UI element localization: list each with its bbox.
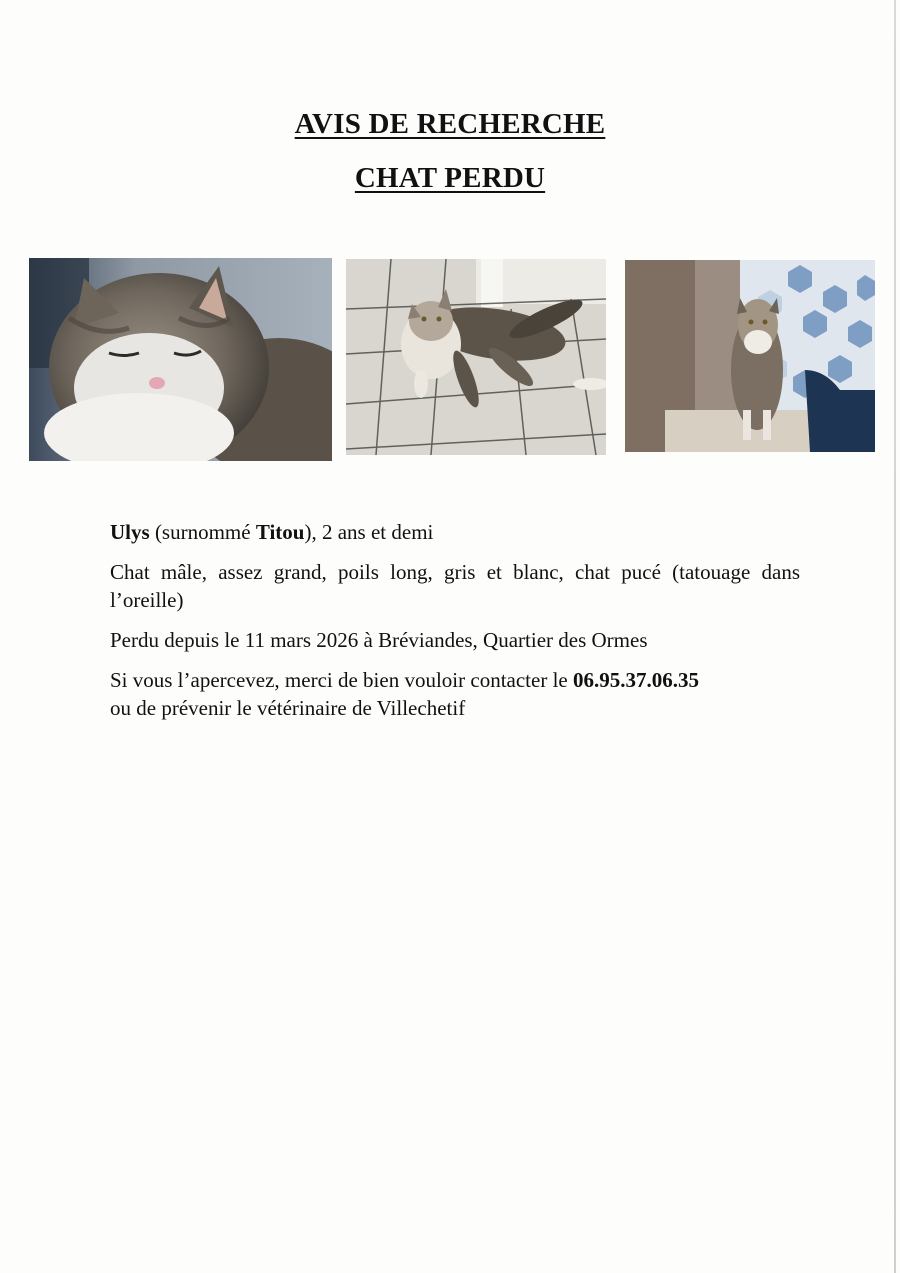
cat-photo-couch — [625, 260, 875, 452]
contact-info — [110, 666, 800, 722]
lost-since: Perdu depuis le 11 mars 2026 à Bréviandes, Quartier des Ormes — [110, 628, 648, 652]
age-text: ), 2 ans et demi — [304, 520, 434, 544]
cat-photo-tiles — [346, 259, 606, 455]
contact-suffix: ou de prévenir le vétérinaire de Villechetif — [110, 696, 466, 720]
title-block — [0, 108, 900, 216]
cat-description: Chat mâle, assez grand, poils long, gris et blanc, chat pucé (tatouage dans l’oreille) — [110, 560, 800, 612]
cat-nickname: Titou — [255, 520, 305, 544]
page-title: AVIS DE RECHERCHE — [294, 108, 606, 140]
cat-name: Ulys — [110, 520, 150, 544]
nickname-prefix: (surnommé — [149, 520, 256, 544]
cat-identity — [110, 518, 800, 546]
cat-photo-closeup — [29, 258, 332, 461]
contact-prefix: Si vous l’apercevez, merci de bien vouloir contacter le — [110, 668, 573, 692]
phone-number: 06.95.37.06.35 — [572, 668, 699, 692]
page-subtitle: CHAT PERDU — [354, 162, 546, 194]
notice-body — [110, 518, 800, 734]
photo-row — [0, 258, 900, 468]
